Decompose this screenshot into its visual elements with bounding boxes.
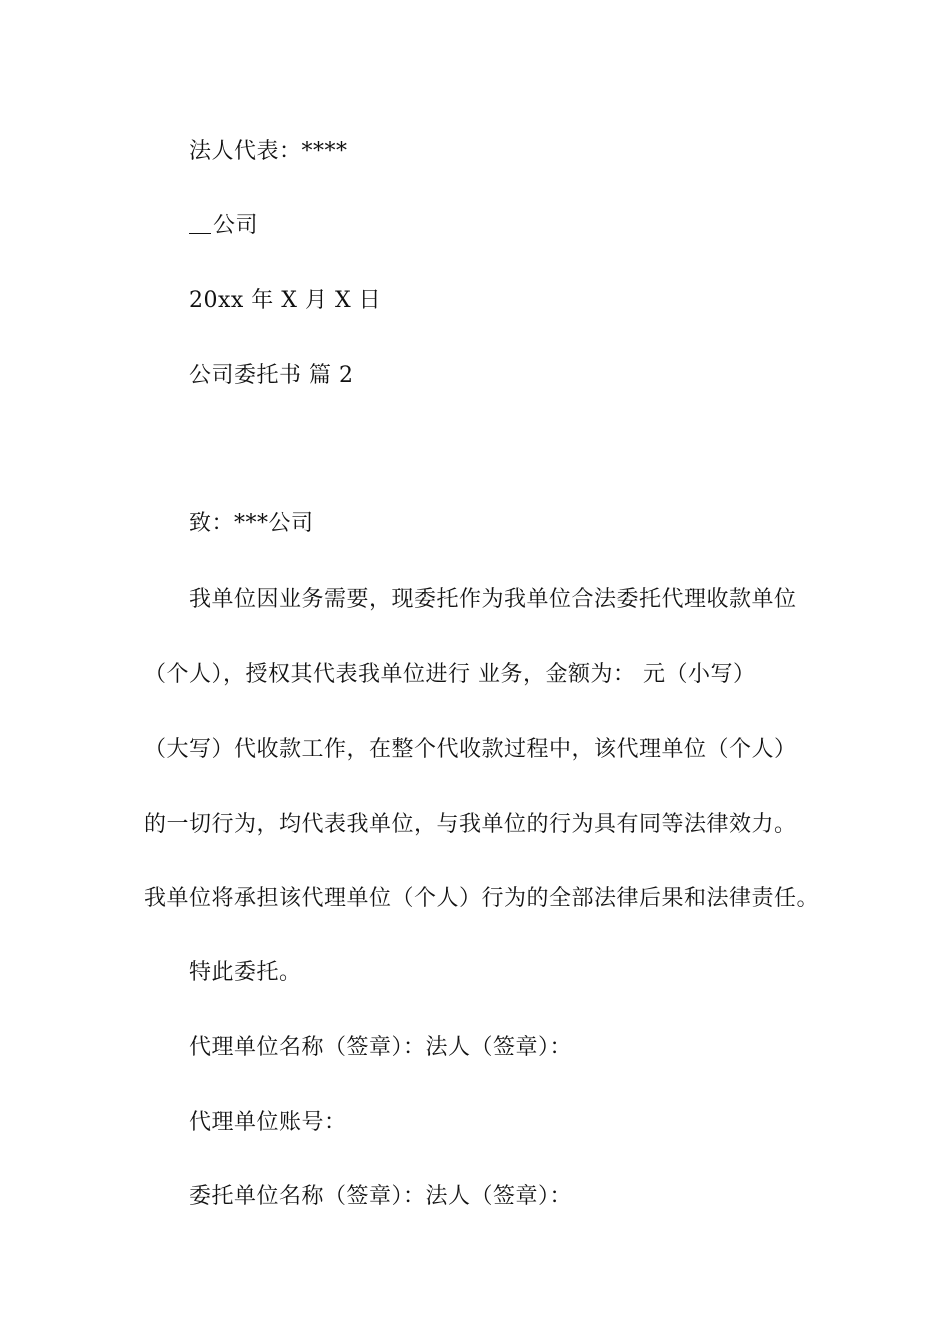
company-text: 公司 <box>213 213 259 238</box>
date-line: 20xx 年 X 月 X 日 <box>189 288 382 313</box>
body-paragraph-line-1: 我单位因业务需要，现委托作为我单位合法委托代理收款单位 <box>189 587 797 612</box>
company-line <box>189 211 258 241</box>
legal-representative-line: 法人代表：**** <box>189 139 348 164</box>
agent-signature-line: 代理单位名称（签章）：法人（签章）： <box>189 1035 573 1060</box>
blank-underline <box>189 211 211 234</box>
body-paragraph-line-4: 的一切行为，均代表我单位，与我单位的行为具有同等法律效力。 <box>144 812 797 837</box>
closing-line: 特此委托。 <box>189 960 302 985</box>
body-paragraph-line-5: 我单位将承担该代理单位（个人）行为的全部法律后果和法律责任。 <box>144 886 820 911</box>
section-heading: 公司委托书 篇 2 <box>189 363 354 388</box>
body-paragraph-line-3: （大写）代收款工作，在整个代收款过程中，该代理单位（个人） <box>144 737 797 762</box>
principal-signature-line: 委托单位名称（签章）：法人（签章）： <box>189 1184 573 1209</box>
addressee-line: 致：***公司 <box>189 511 314 536</box>
body-paragraph-line-2: （个人），授权其代表我单位进行 业务，金额为： 元（小写） <box>144 662 756 687</box>
agent-account-line: 代理单位账号： <box>189 1110 347 1135</box>
